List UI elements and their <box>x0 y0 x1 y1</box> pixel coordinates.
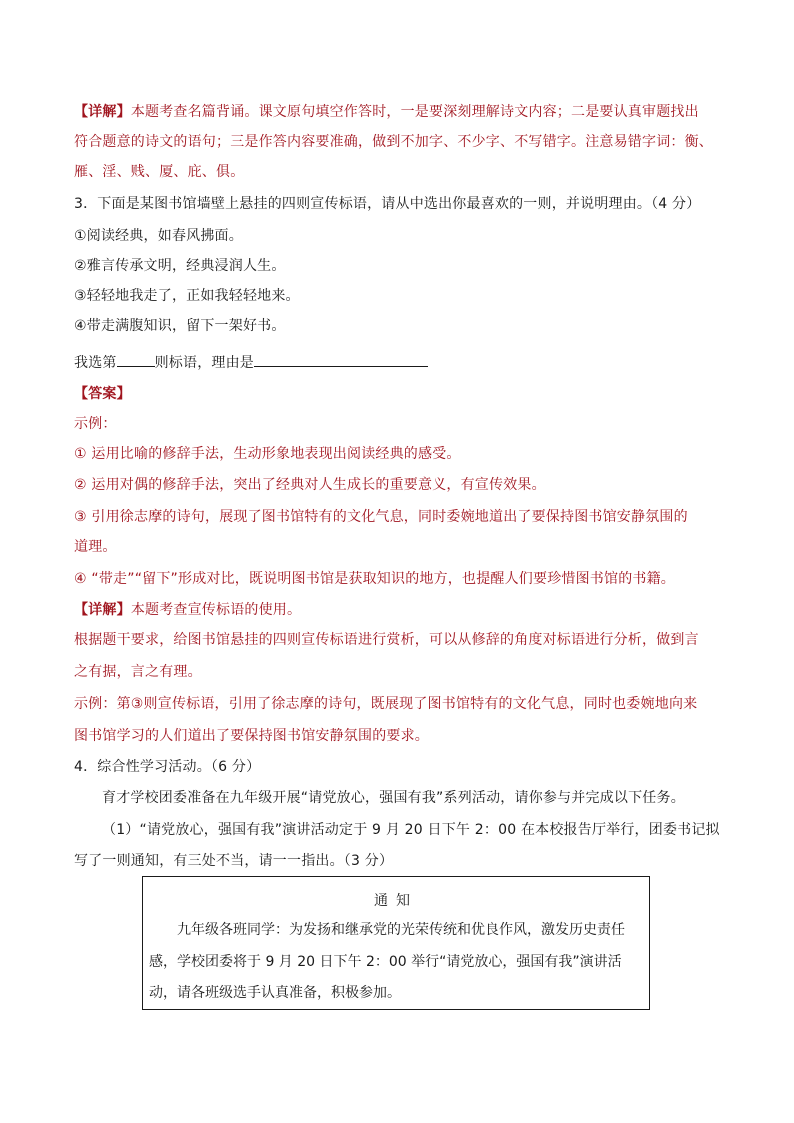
q2-analysis-line-3: 雁、淫、贱、厦、庇、俱。 <box>74 164 245 180</box>
answer-2: ② 运用对偶的修辞手法，突出了经典对人生成长的重要意义，有宣传效果。 <box>74 477 546 493</box>
notice-box <box>142 876 650 1010</box>
analysis-tag: 【详解】 <box>74 602 131 618</box>
fill-blank-reason[interactable] <box>254 352 428 367</box>
q3-option-4: ④带走满腹知识，留下一架好书。 <box>74 318 286 334</box>
q3-option-3: ③轻轻地我走了，正如我轻轻地来。 <box>74 288 300 304</box>
analysis-text: 本题考查宣传标语的使用。 <box>130 602 302 618</box>
q3-option-2: ②雅言传承文明，经典浸润人生。 <box>74 258 286 274</box>
answer-3: ③ 引用徐志摩的诗句，展现了图书馆特有的文化气息，同时委婉地道出了要保持图书馆安静氛围的 <box>74 509 688 525</box>
notice-line-1: 九年级各班同学：为发扬和继承党的光荣传统和优良作风，激发历史责任 <box>177 922 625 938</box>
answer-1: ① 运用比喻的修辞手法，生动形象地表现出阅读经典的感受。 <box>74 446 461 462</box>
analysis-text: 本题考查名篇背诵。课文原句填空作答时，一是要深刻理解诗文内容；二是要认真审题找出 <box>130 104 699 120</box>
q4-sub1-line-2: 写了一则通知，有三处不当，请一一指出。（3 分） <box>74 853 394 869</box>
q4-sub1-line-1: （1）“请党放心，强国有我”演讲活动定于 9 月 20 日下午 2：00 在本校报告厅举行，团委书记拟 <box>102 822 720 838</box>
example-label: 示例： <box>74 416 117 432</box>
q3-analysis-line-5: 图书馆学习的人们道出了要保持图书馆安静氛围的要求。 <box>74 728 429 744</box>
q3-analysis-line-4: 示例：第③则宣传标语，引用了徐志摩的诗句，既展现了图书馆特有的文化气息，同时也委婉地向来 <box>74 696 698 712</box>
q3-analysis-line-2: 根据题干要求，给图书馆悬挂的四则宣传标语进行赏析，可以从修辞的角度对标语进行分析，做到言 <box>74 632 699 648</box>
notice-line-3: 动，请各班级选手认真准备，积极参加。 <box>149 985 401 1001</box>
q3-analysis-line-3: 之有据，言之有理。 <box>74 664 202 680</box>
analysis-tag: 【详解】 <box>74 104 131 120</box>
fill-blank-choice[interactable] <box>117 352 155 367</box>
q3-option-1: ①阅读经典，如春风拂面。 <box>74 228 243 244</box>
q3-analysis-line-1 <box>74 600 734 620</box>
q3-fill-line <box>74 352 734 373</box>
q4-intro: 育才学校团委准备在九年级开展“请党放心，强国有我”系列活动，请你参与并完成以下任务。 <box>102 790 685 806</box>
q2-analysis-line-1 <box>74 102 734 122</box>
q3-stem: 3．下面是某图书馆墙壁上悬挂的四则宣传标语，请从中选出你最喜欢的一则，并说明理由。（4 分） <box>74 196 701 212</box>
fill-middle: 则标语，理由是 <box>154 355 255 371</box>
answer-heading <box>74 384 734 404</box>
q2-analysis-line-2: 符合题意的诗文的语句；三是作答内容要准确，做到不加字、不少字、不写错字。注意易错字词：衡、 <box>74 134 713 150</box>
notice-line-2: 感，学校团委将于 9 月 20 日下午 2：00 举行“请党放心，强国有我”演讲活 <box>149 954 622 970</box>
answer-tag: 【答案】 <box>74 386 131 402</box>
fill-prefix: 我选第 <box>74 355 117 371</box>
answer-4: ④ “带走”“留下”形成对比，既说明图书馆是获取知识的地方，也提醒人们要珍惜图书馆的书籍。 <box>74 571 676 587</box>
answer-3-cont: 道理。 <box>74 539 117 555</box>
q4-stem: 4．综合性学习活动。（6 分） <box>74 759 261 775</box>
notice-title: 通知 <box>374 893 418 909</box>
